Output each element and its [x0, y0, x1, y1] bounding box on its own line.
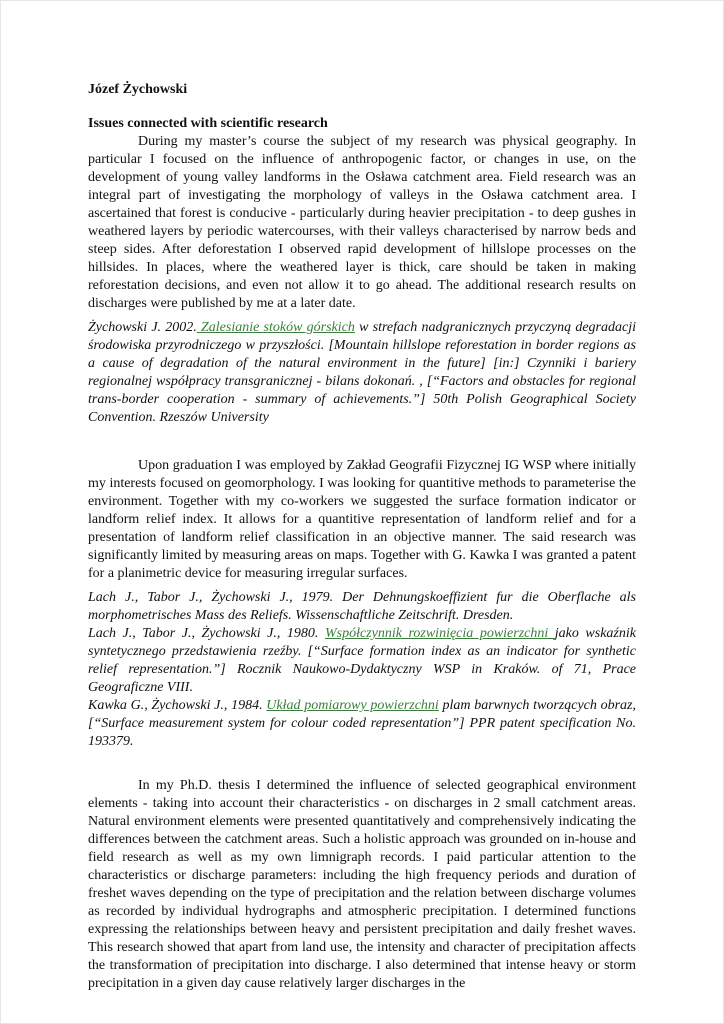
reference-pre-text: Lach J., Tabor J., Żychowski J., 1980. — [88, 626, 325, 641]
link-wspolczynnik-rozwiniecia-powierzchni[interactable]: Współczynnik rozwinięcia powierzchni — [324, 626, 555, 641]
reference-pre-text: Kawka G., Żychowski J., 1984. — [88, 698, 267, 713]
reference-kawka-1984 — [88, 697, 636, 751]
section-heading: Issues connected with scientific research — [88, 116, 328, 131]
paragraph-phd-thesis: In my Ph.D. thesis I determined the influence of selected geographical environment elements - taking into account their characteristics - on discharges in 2 small catchment areas. Natural environment elements were presented quantitatively and comprehensively indicating the differences between the catchment areas. Such a holistic approach was grounded on in-house and field research as well as my own limnigraph records. I paid particular attention to the characteristics or discharge parameters: including the high frequency periods and duration of freshet waves depending on the type of precipitation and the relation between discharge volumes as recorded by individual hydrographs and atmospheric precipitation. I determined functions expressing the relationships between heavy and persistent precipitation and daily freshet waves. This research showed that apart from land use, the intensity and character of precipitation affects the transformation of precipitation into discharge. I also determined that intense heavy or storm precipitation in a given day cause relatively larger discharges in the — [88, 778, 636, 991]
reference-post-text: jako wskaźnik syntetycznego przedstawienia rzeźby. [“Surface formation index as an indicator for synthetic relief representation.”] Rocznik Naukowo-Dydaktyczny WSP in Kraków. of 71, Prace Geograficzne VIII. — [88, 626, 636, 695]
link-uklad-pomiarowy-powierzchni[interactable]: Układ pomiarowy powierzchni — [266, 698, 439, 713]
reference-pre-text: Żychowski J. 2002. — [88, 320, 197, 335]
paragraph-masters-research: During my master’s course the subject of my research was physical geography. In particular I focused on the influence of anthropogenic factor, or changes in use, on the development of young valley landforms in the Osława catchment area. Field research was an integral part of investigating the morphology of valleys in the Osława catchment area. I ascertained that forest is conducive - particularly during heavier precipitation - to deep gushes in weathered layers by periodic watercourses, with their valleys characterised by narrow beds and steep sides. After deforestation I observed rapid development of hillslope processes on the hillsides. In places, where the weathered layer is thick, care should be taken in making reforestation decisions, and even not allow it to go ahead. The additional research results on discharges were published by me at a later date. — [88, 134, 636, 311]
reference-group — [88, 589, 636, 751]
reference-post-text: w strefach nadgranicznych przyczyną degradacji środowiska przyrodniczego w przyszłości. [Mountain hillslope reforestation in border regions as a cause of degradation of the natural environment in the future] [in:] Czynniki i bariery regionalnej współpracy transgranicznej - bilans dokonań. , [“Factors and obstacles for regional trans-border cooperation - summary of achievements.”] 50th Polish Geographical Society Convention. Rzeszów University — [88, 320, 636, 425]
reference-post-text: plam barwnych tworzących obraz, [“Surface measurement system for colour coded representation”] PPR patent specification No. 193379. — [88, 698, 636, 749]
reference-lach-1980 — [88, 625, 636, 697]
link-zalesianie-stokow-gorskich[interactable]: Zalesianie stoków górskich — [196, 320, 355, 335]
author-name: Józef Żychowski — [88, 82, 188, 97]
paragraph-graduation-employment: Upon graduation I was employed by Zakład Geografii Fizycznej IG WSP where initially my interests focused on geomorphology. I was looking for quantitive methods to parameterise the environment. Together with my co-workers we suggested the surface formation indicator or landform relief index. It allows for a quantitive representation of landform relief and for a presentation of landform relief classification in an objective manner. The said research was significantly limited by measuring areas on maps. Together with G. Kawka I was granted a patent for a planimetric device for measuring irregular surfaces. — [88, 458, 636, 581]
reference-zychowski-2002 — [88, 319, 636, 427]
reference-lach-1979: Lach J., Tabor J., Żychowski J., 1979. Der Dehnungskoeffizient fur die Oberflache als morphometrisches Mass des Reliefs. Wissenschaftliche Zeitschrift. Dresden. — [88, 590, 636, 623]
